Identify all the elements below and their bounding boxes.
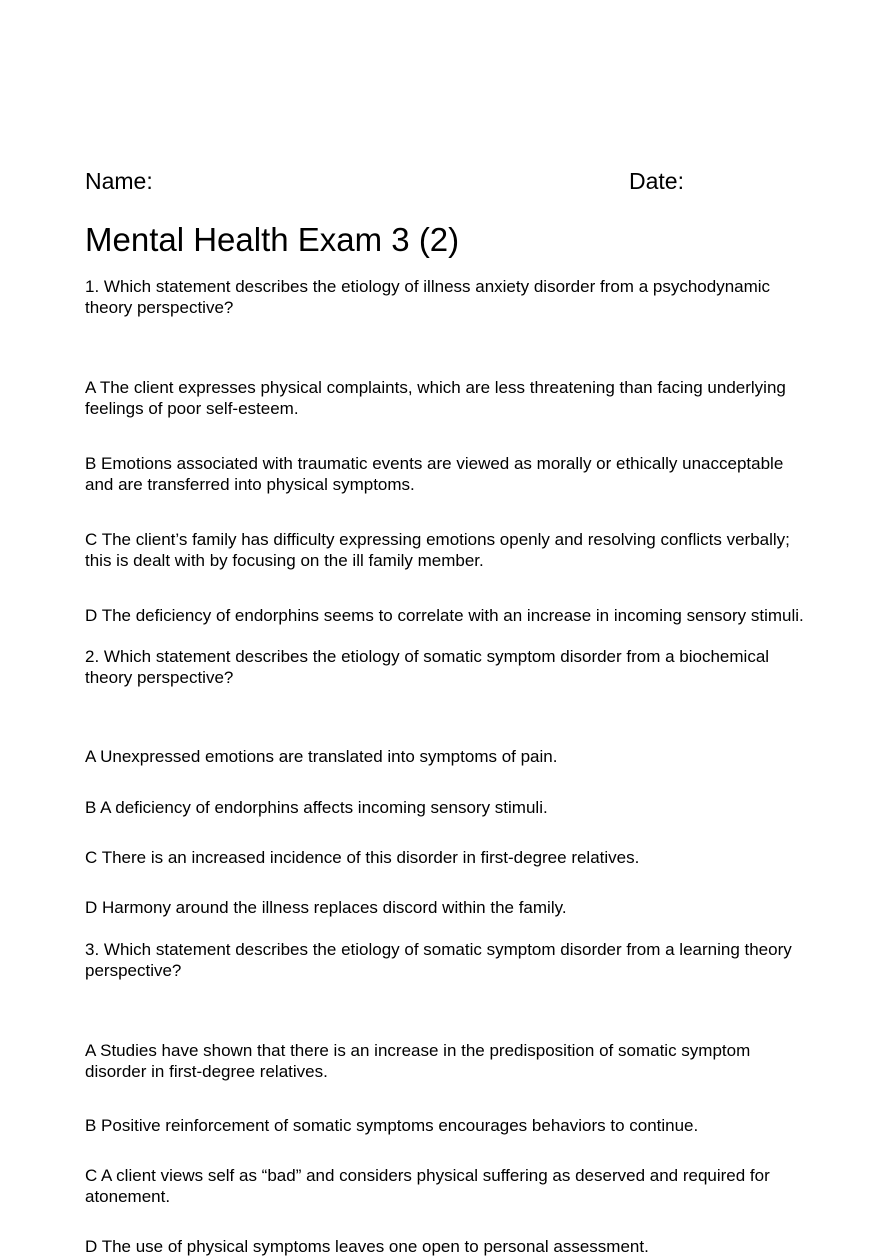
name-label: Name: [85,168,153,194]
date-label: Date: [629,168,684,194]
question-3-option-d: D The use of physical symptoms leaves one open to personal assessment. [85,1237,649,1256]
question-2-option-d: D Harmony around the illness replaces discord within the family. [85,898,567,917]
question-1-text: 1. Which statement describes the etiology of illness anxiety disorder from a psychodynamic theory perspective? [85,277,771,317]
question-1-option-d: D The deficiency of endorphins seems to correlate with an increase in incoming sensory stimuli. [85,606,804,625]
question-1-option-a: A The client expresses physical complaints, which are less threatening than facing underlying feelings of poor self-esteem. [85,378,786,418]
question-1-option-b: B Emotions associated with traumatic events are viewed as morally or ethically unacceptable and are transferred into physical symptoms. [85,454,784,494]
question-2-option-c: C There is an increased incidence of this disorder in first-degree relatives. [85,848,640,867]
question-2-text: 2. Which statement describes the etiology of somatic symptom disorder from a biochemical theory perspective? [85,647,770,687]
question-2-option-a: A Unexpressed emotions are translated into symptoms of pain. [85,747,558,766]
question-3-option-c: C A client views self as “bad” and considers physical suffering as deserved and required for atonement. [85,1166,770,1206]
page-title: Mental Health Exam 3 (2) [85,221,460,258]
question-3-option-a: A Studies have shown that there is an increase in the predisposition of somatic symptom disorder in first-degree relatives. [85,1041,751,1081]
question-3-option-b: B Positive reinforcement of somatic symptoms encourages behaviors to continue. [85,1116,699,1135]
question-1-option-c: C The client’s family has difficulty expressing emotions openly and resolving conflicts verbally; this is dealt with by focusing on the ill family member. [85,530,790,570]
question-3-text: 3. Which statement describes the etiology of somatic symptom disorder from a learning theory perspective? [85,940,792,980]
question-2-option-b: B A deficiency of endorphins affects incoming sensory stimuli. [85,798,548,817]
